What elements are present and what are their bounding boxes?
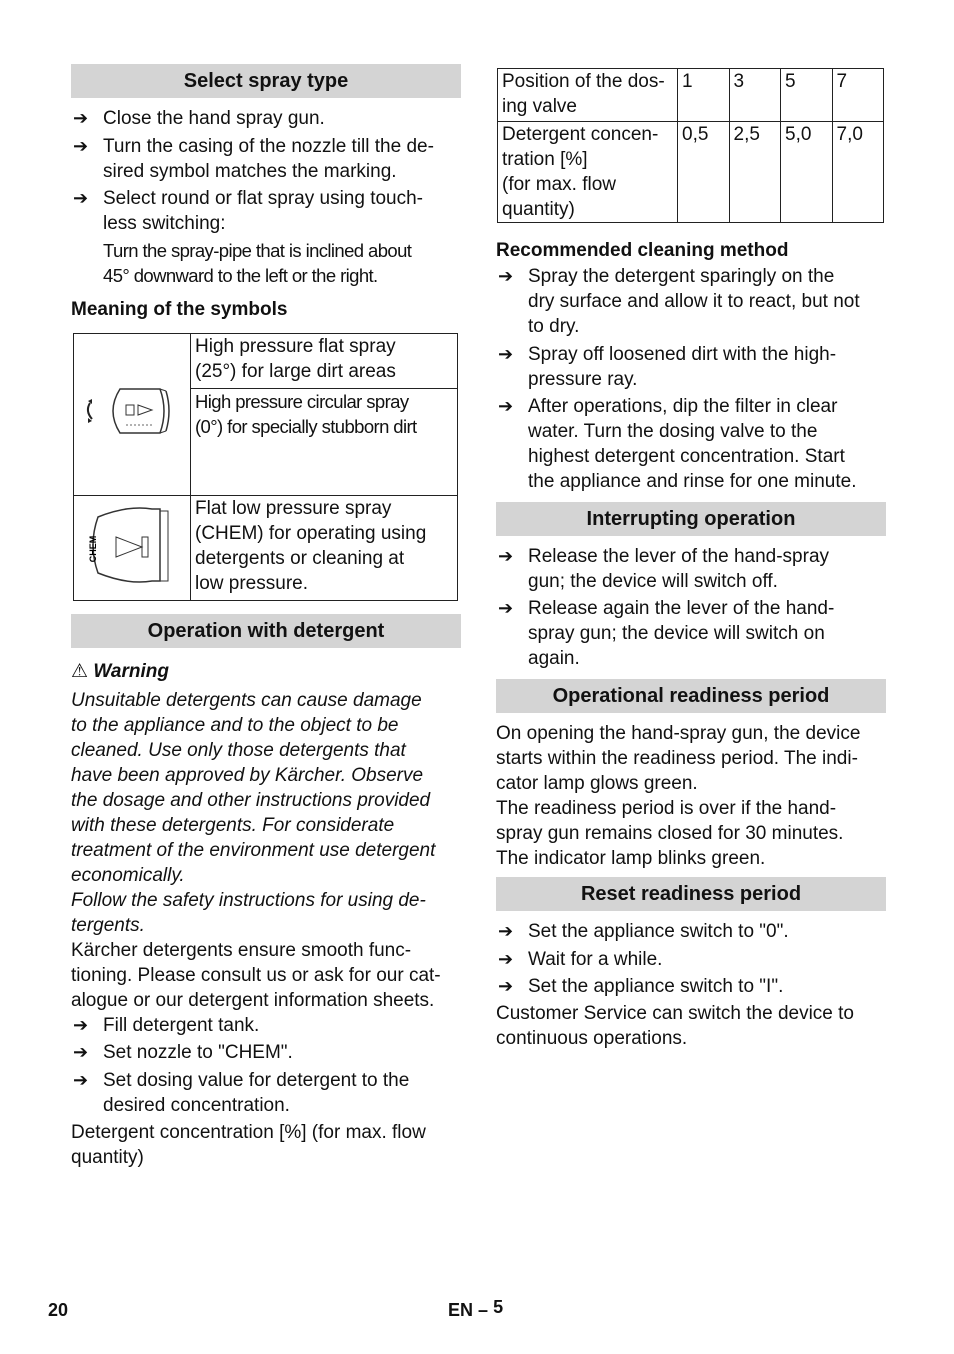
nozzle-rotate-symbol [74, 334, 191, 496]
svg-text:CHEM: CHEM [88, 535, 98, 562]
symbol-row-chem-spray: Flat low pressure spray (CHEM) for operating using detergents or cleaning at low pressure. [191, 496, 458, 601]
symbols-heading: Meaning of the symbols [71, 299, 288, 320]
table-cell: 5 [781, 69, 833, 122]
arrow-right-icon: ➔ [498, 266, 514, 286]
cleaning-heading: Recommended cleaning method [496, 240, 789, 261]
spray-note: Turn the spray-pipe that is inclined about 45° downward to the left or the right. [103, 240, 412, 286]
list-item: ➔ Set the appliance switch to "0". [498, 921, 789, 942]
arrow-right-icon: ➔ [498, 344, 514, 364]
arrow-right-icon: ➔ [498, 949, 514, 969]
list-item: ➔ Select round or flat spray using touch- less switching: [73, 188, 424, 234]
table-cell: 5,0 [781, 122, 833, 223]
readiness-text: On opening the hand-spray gun, the device starts within the readiness period. The indi- cator lamp glows green. The readiness period is over if the hand- spray gun remains closed for 30 minutes. The indicator lamp blinks green. [496, 723, 861, 869]
nozzle-chem-icon [82, 497, 182, 593]
arrow-right-icon: ➔ [73, 1015, 89, 1035]
symbols-table [73, 333, 458, 601]
warning-text: Unsuitable detergents can cause damage to the appliance and to the object to be cleaned. Use only those detergents that have been approved by Kärcher. Observe the dosage and other instructions provided with these detergents. For considerate treatment of the environment use detergent economically. Follow the safety instructions for using de- tergents. [71, 690, 436, 936]
table-cell: 7 [832, 69, 884, 122]
table-cell: 1 [678, 69, 730, 122]
dosing-table [497, 68, 884, 223]
customer-service-text: Customer Service can switch the device to continuous operations. [496, 1003, 854, 1049]
table-cell: 2,5 [729, 122, 781, 223]
list-item: ➔ Release again the lever of the hand- spray gun; the device will switch on again. [498, 598, 835, 669]
arrow-right-icon: ➔ [73, 108, 89, 128]
arrow-right-icon: ➔ [498, 546, 514, 566]
table-cell: 7,0 [832, 122, 884, 223]
table-cell: 3 [729, 69, 781, 122]
warning-triangle-icon: ⚠ [71, 661, 89, 682]
language-page-marker: EN – 5 [448, 1297, 504, 1320]
table-cell: 0,5 [678, 122, 730, 223]
section-heading-reset-readiness: Reset readiness period [496, 877, 886, 911]
list-item: ➔ Spray off loosened dirt with the high- pressure ray. [498, 344, 837, 390]
warning-label: ⚠ Warning [71, 661, 169, 682]
concentration-row-label: Detergent concen- tration [%] (for max. flow quantity) [498, 122, 678, 223]
list-item: ➔ Close the hand spray gun. [73, 108, 325, 129]
dosing-row-label: Position of the dos- ing valve [498, 69, 678, 122]
list-item: ➔ Set the appliance switch to "I". [498, 976, 784, 997]
arrow-right-icon: ➔ [73, 1042, 89, 1062]
list-item: ➔ After operations, dip the filter in clear water. Turn the dosing valve to the highest detergent concentration. Start the appliance and rinse for one minute. [498, 396, 857, 492]
list-item: ➔ Release the lever of the hand-spray gun; the device will switch off. [498, 546, 830, 592]
arrow-right-icon: ➔ [73, 188, 89, 208]
list-item: ➔ Wait for a while. [498, 949, 663, 970]
nozzle-chem-symbol [74, 496, 191, 601]
arrow-right-icon: ➔ [498, 396, 514, 416]
section-heading-select-spray-type: Select spray type [71, 64, 461, 98]
section-heading-operation-detergent: Operation with detergent [71, 614, 461, 648]
detergent-info: Kärcher detergents ensure smooth func- tioning. Please consult us or ask for our cat- alogue or our detergent information sheets. [71, 940, 441, 1011]
section-heading-interrupting: Interrupting operation [496, 502, 886, 536]
nozzle-rotate-icon [82, 371, 182, 451]
list-item: ➔ Set dosing value for detergent to the desired concentration. [73, 1070, 410, 1116]
arrow-right-icon: ➔ [73, 136, 89, 156]
concentration-caption: Detergent concentration [%] (for max. flow quantity) [71, 1122, 426, 1168]
list-item: ➔ Turn the casing of the nozzle till the de- sired symbol matches the marking. [73, 136, 434, 182]
list-item: ➔ Spray the detergent sparingly on the dry surface and allow it to react, but not to dry. [498, 266, 860, 337]
page-number: 20 [48, 1300, 69, 1320]
arrow-right-icon: ➔ [73, 1070, 89, 1090]
symbol-row-flat-spray: High pressure flat spray (25°) for large dirt areas [191, 334, 458, 389]
arrow-right-icon: ➔ [498, 976, 514, 996]
list-item: ➔ Fill detergent tank. [73, 1015, 260, 1036]
list-item: ➔ Set nozzle to "CHEM". [73, 1042, 293, 1063]
arrow-right-icon: ➔ [498, 598, 514, 618]
section-heading-readiness: Operational readiness period [496, 679, 886, 713]
symbol-row-circular-spray: High pressure circular spray (0°) for specially stubborn dirt [191, 389, 458, 496]
arrow-right-icon: ➔ [498, 921, 514, 941]
